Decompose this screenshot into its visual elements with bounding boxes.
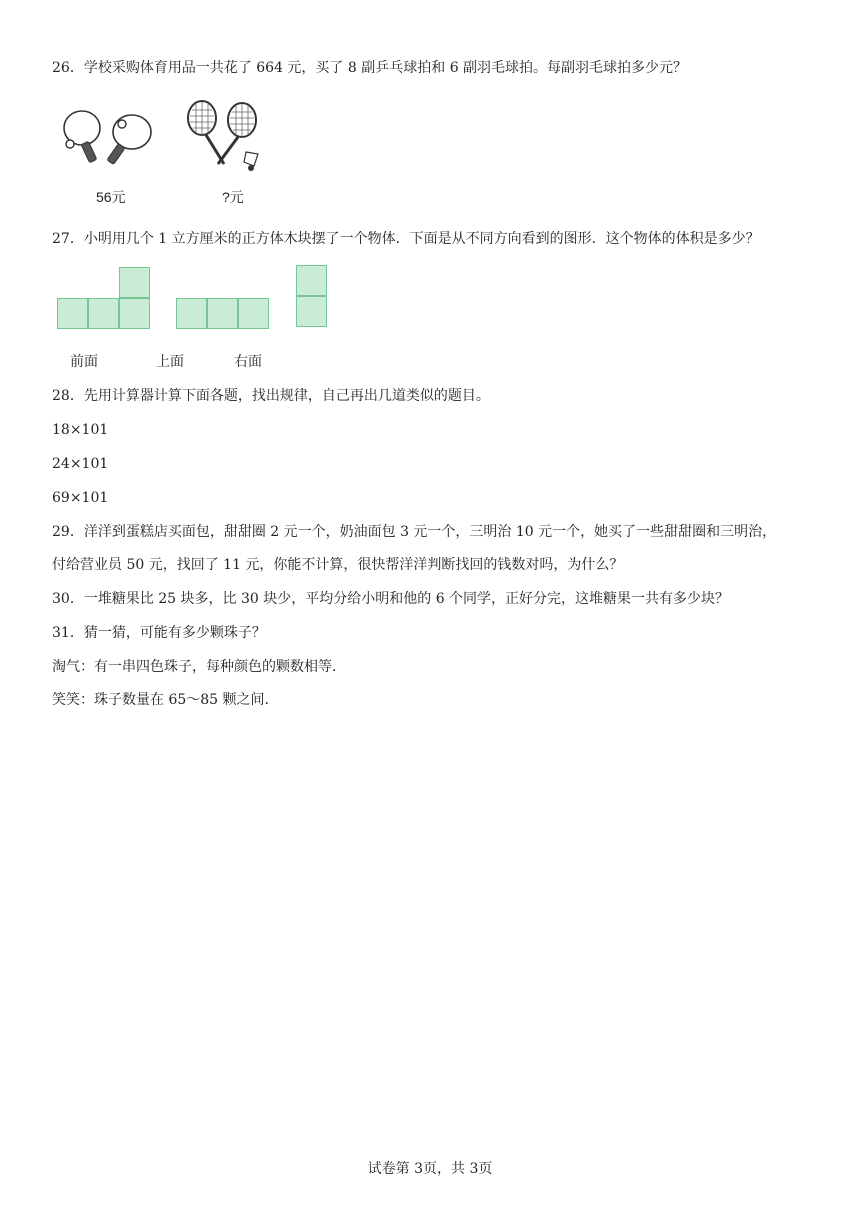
front-view-cube xyxy=(119,298,150,329)
right-view-cube xyxy=(296,296,327,327)
front-view-cube xyxy=(88,298,119,329)
top-view-cube xyxy=(207,298,238,329)
badminton-price-label: ?元 xyxy=(222,189,244,205)
calc-item: 24×101 xyxy=(52,456,109,472)
front-view-cube xyxy=(119,267,150,298)
view-label-right: 右面 xyxy=(234,354,262,370)
question-31-hint-taoqi: 淘气：有一串四色珠子，每种颜色的颗数相等． xyxy=(52,659,346,675)
pingpong-price-label: 56元 xyxy=(96,189,126,205)
top-view-cube xyxy=(238,298,269,329)
question-29-line2: 付给营业员 50 元，找回了 11 元，你能不计算，很快帮洋洋判断找回的钱数对吗，为什么？ xyxy=(52,557,624,573)
question-29-line1: 29．洋洋到蛋糕店买面包，甜甜圈 2 元一个，奶油面包 3 元一个，三明治 10 元一个，她买了一些甜甜圈和三明治， xyxy=(52,524,777,540)
right-view-cube xyxy=(296,265,327,296)
front-view-cube xyxy=(57,298,88,329)
top-view-cube xyxy=(176,298,207,329)
question-31-hint-xiaoxiao: 笑笑：珠子数量在 65～85 颗之间． xyxy=(52,692,279,708)
question-26-text: 26．学校采购体育用品一共花了 664 元，买了 8 副乒乓球拍和 6 副羽毛球拍。每副羽毛球拍多少元？ xyxy=(52,60,688,76)
view-label-front: 前面 xyxy=(70,354,98,370)
page-footer: 试卷第 3页，共 3页 xyxy=(367,1161,493,1177)
calc-item: 69×101 xyxy=(52,490,109,506)
view-label-top: 上面 xyxy=(156,354,184,370)
badminton-rackets-icon xyxy=(184,98,264,178)
question-28-text: 28．先用计算器计算下面各题，找出规律，自己再出几道类似的题目。 xyxy=(52,388,490,404)
calc-item: 18×101 xyxy=(52,422,109,438)
question-30-text: 30．一堆糖果比 25 块多，比 30 块少，平均分给小明和他的 6 个同学，正好分完，这堆糖果一共有多少块？ xyxy=(52,591,730,607)
question-27-text: 27．小明用几个 1 立方厘米的正方体木块摆了一个物体．下面是从不同方向看到的图形．这个物体的体积是多少？ xyxy=(52,231,760,247)
question-31-text: 31．猜一猜，可能有多少颗珠子？ xyxy=(52,625,266,641)
ping-pong-paddles-icon xyxy=(60,104,160,168)
